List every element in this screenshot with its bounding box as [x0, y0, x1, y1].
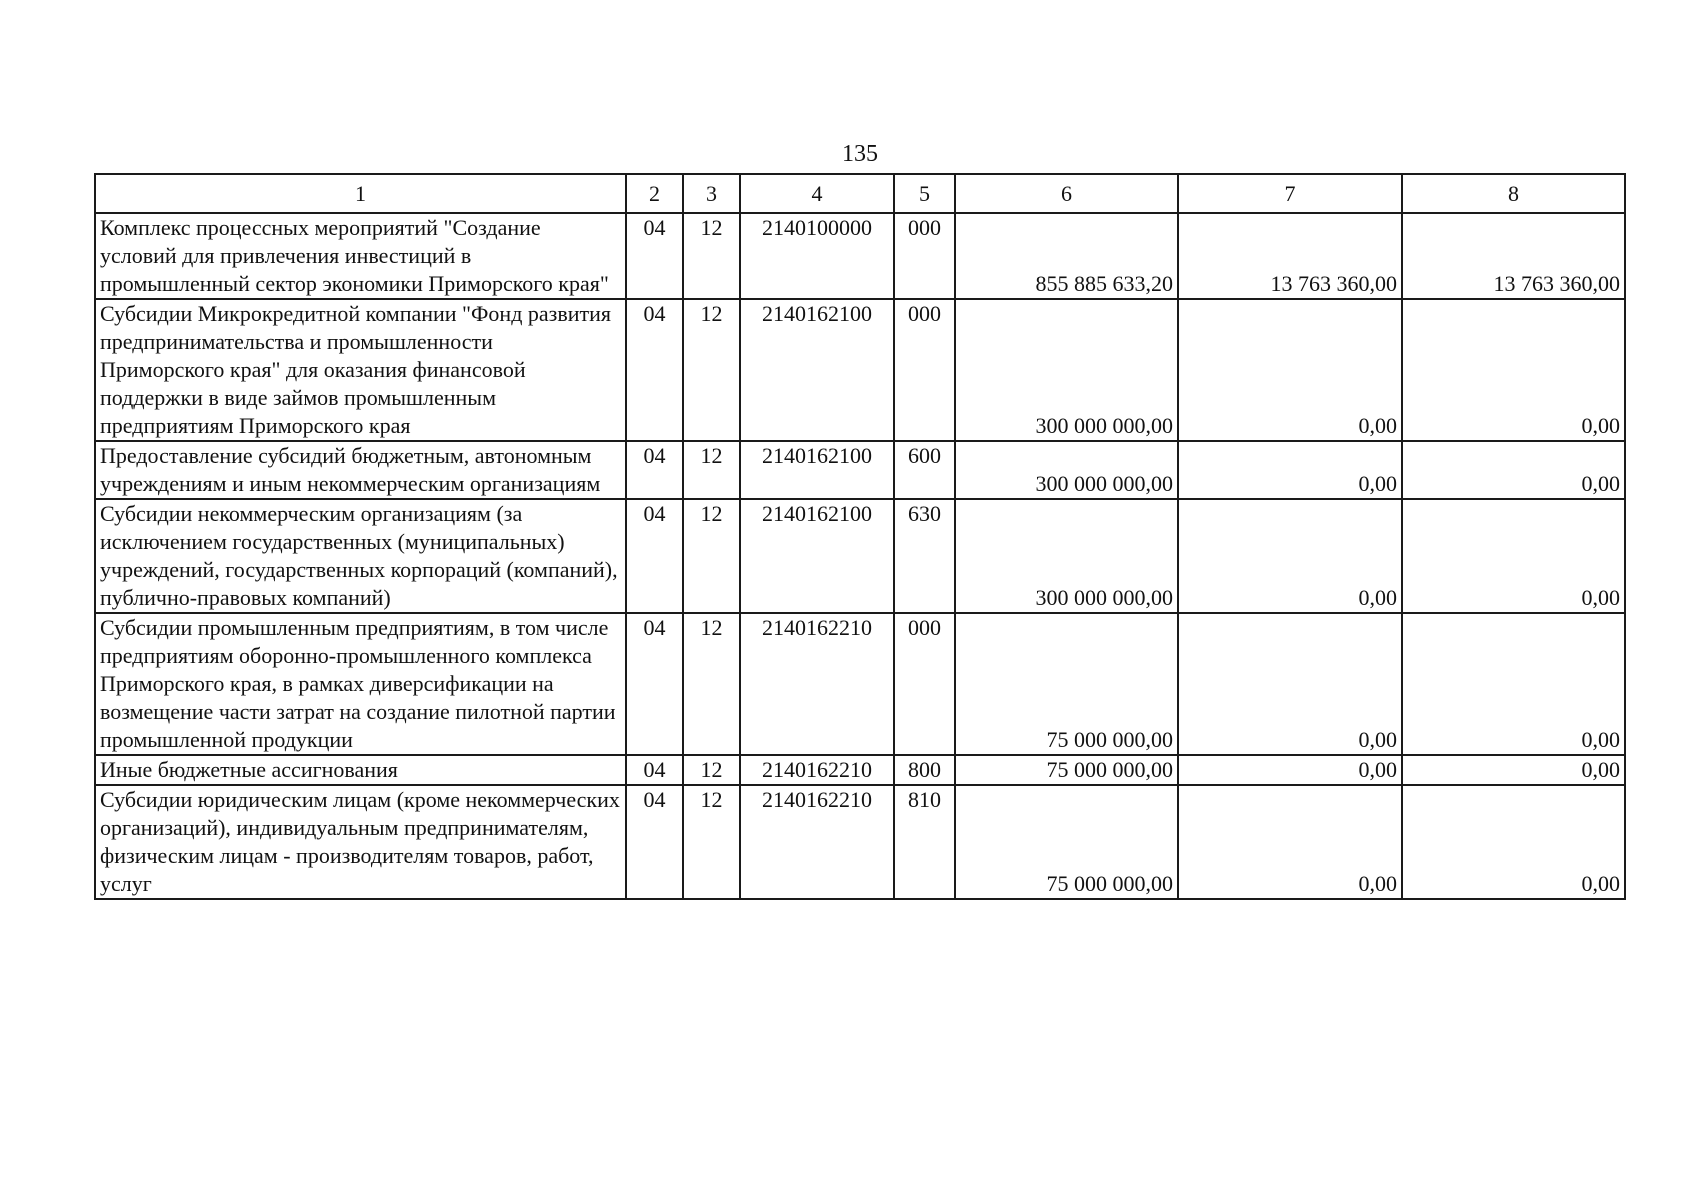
amount-col-8: 0,00 — [1402, 499, 1625, 613]
amount-col-6: 75 000 000,00 — [955, 613, 1178, 755]
amount-col-8: 0,00 — [1402, 441, 1625, 499]
budget-table — [94, 173, 1626, 900]
column-header-1: 1 — [95, 174, 626, 213]
column-header-2: 2 — [626, 174, 683, 213]
header-row — [95, 174, 1625, 213]
amount-col-6: 855 885 633,20 — [955, 213, 1178, 299]
amount-col-7: 13 763 360,00 — [1178, 213, 1402, 299]
row-name: Субсидии Микрокредитной компании "Фонд развития предпринимательства и промышленности Приморского края" для оказания финансовой поддержки в виде займов промышленным предприятиям Приморского края — [95, 299, 626, 441]
target-article-code: 2140162100 — [740, 441, 894, 499]
amount-col-8: 0,00 — [1402, 755, 1625, 785]
target-article-code: 2140162100 — [740, 499, 894, 613]
column-header-7: 7 — [1178, 174, 1402, 213]
target-article-code: 2140162210 — [740, 785, 894, 899]
table-row — [95, 755, 1625, 785]
amount-col-7: 0,00 — [1178, 785, 1402, 899]
row-name: Предоставление субсидий бюджетным, автономным учреждениям и иным некоммерческим организациям — [95, 441, 626, 499]
expense-type-code: 600 — [894, 441, 955, 499]
subsection-code: 12 — [683, 441, 740, 499]
section-code: 04 — [626, 213, 683, 299]
target-article-code: 2140162210 — [740, 755, 894, 785]
column-header-8: 8 — [1402, 174, 1625, 213]
column-header-6: 6 — [955, 174, 1178, 213]
section-code: 04 — [626, 785, 683, 899]
amount-col-8: 0,00 — [1402, 299, 1625, 441]
subsection-code: 12 — [683, 499, 740, 613]
target-article-code: 2140162100 — [740, 299, 894, 441]
row-name: Субсидии промышленным предприятиям, в том числе предприятиям оборонно-промышленного комплекса Приморского края, в рамках диверсификации на возмещение части затрат на создание пилотной партии промышленной продукции — [95, 613, 626, 755]
section-code: 04 — [626, 755, 683, 785]
section-code: 04 — [626, 299, 683, 441]
column-header-3: 3 — [683, 174, 740, 213]
expense-type-code: 630 — [894, 499, 955, 613]
expense-type-code: 000 — [894, 213, 955, 299]
table-row — [95, 213, 1625, 299]
row-name: Комплекс процессных мероприятий "Создание условий для привлечения инвестиций в промышленный сектор экономики Приморского края" — [95, 213, 626, 299]
amount-col-7: 0,00 — [1178, 299, 1402, 441]
row-name: Иные бюджетные ассигнования — [95, 755, 626, 785]
amount-col-7: 0,00 — [1178, 613, 1402, 755]
amount-col-6: 75 000 000,00 — [955, 755, 1178, 785]
amount-col-6: 300 000 000,00 — [955, 499, 1178, 613]
amount-col-8: 13 763 360,00 — [1402, 213, 1625, 299]
table-row — [95, 785, 1625, 899]
table-row — [95, 299, 1625, 441]
amount-col-8: 0,00 — [1402, 785, 1625, 899]
expense-type-code: 810 — [894, 785, 955, 899]
amount-col-6: 75 000 000,00 — [955, 785, 1178, 899]
row-name: Субсидии юридическим лицам (кроме некоммерческих организаций), индивидуальным предпринимателям, физическим лицам - производителям товаров, работ, услуг — [95, 785, 626, 899]
row-name: Субсидии некоммерческим организациям (за исключением государственных (муниципальных) учреждений, государственных корпораций (компаний), публично-правовых компаний) — [95, 499, 626, 613]
subsection-code: 12 — [683, 299, 740, 441]
target-article-code: 2140100000 — [740, 213, 894, 299]
subsection-code: 12 — [683, 755, 740, 785]
section-code: 04 — [626, 499, 683, 613]
amount-col-7: 0,00 — [1178, 499, 1402, 613]
amount-col-8: 0,00 — [1402, 613, 1625, 755]
subsection-code: 12 — [683, 213, 740, 299]
amount-col-7: 0,00 — [1178, 755, 1402, 785]
target-article-code: 2140162210 — [740, 613, 894, 755]
amount-col-6: 300 000 000,00 — [955, 299, 1178, 441]
page-number: 135 — [842, 141, 878, 167]
amount-col-6: 300 000 000,00 — [955, 441, 1178, 499]
table-row — [95, 613, 1625, 755]
subsection-code: 12 — [683, 785, 740, 899]
expense-type-code: 000 — [894, 613, 955, 755]
section-code: 04 — [626, 613, 683, 755]
expense-type-code: 000 — [894, 299, 955, 441]
amount-col-7: 0,00 — [1178, 441, 1402, 499]
expense-type-code: 800 — [894, 755, 955, 785]
subsection-code: 12 — [683, 613, 740, 755]
column-header-5: 5 — [894, 174, 955, 213]
column-header-4: 4 — [740, 174, 894, 213]
table-row — [95, 499, 1625, 613]
section-code: 04 — [626, 441, 683, 499]
table-row — [95, 441, 1625, 499]
